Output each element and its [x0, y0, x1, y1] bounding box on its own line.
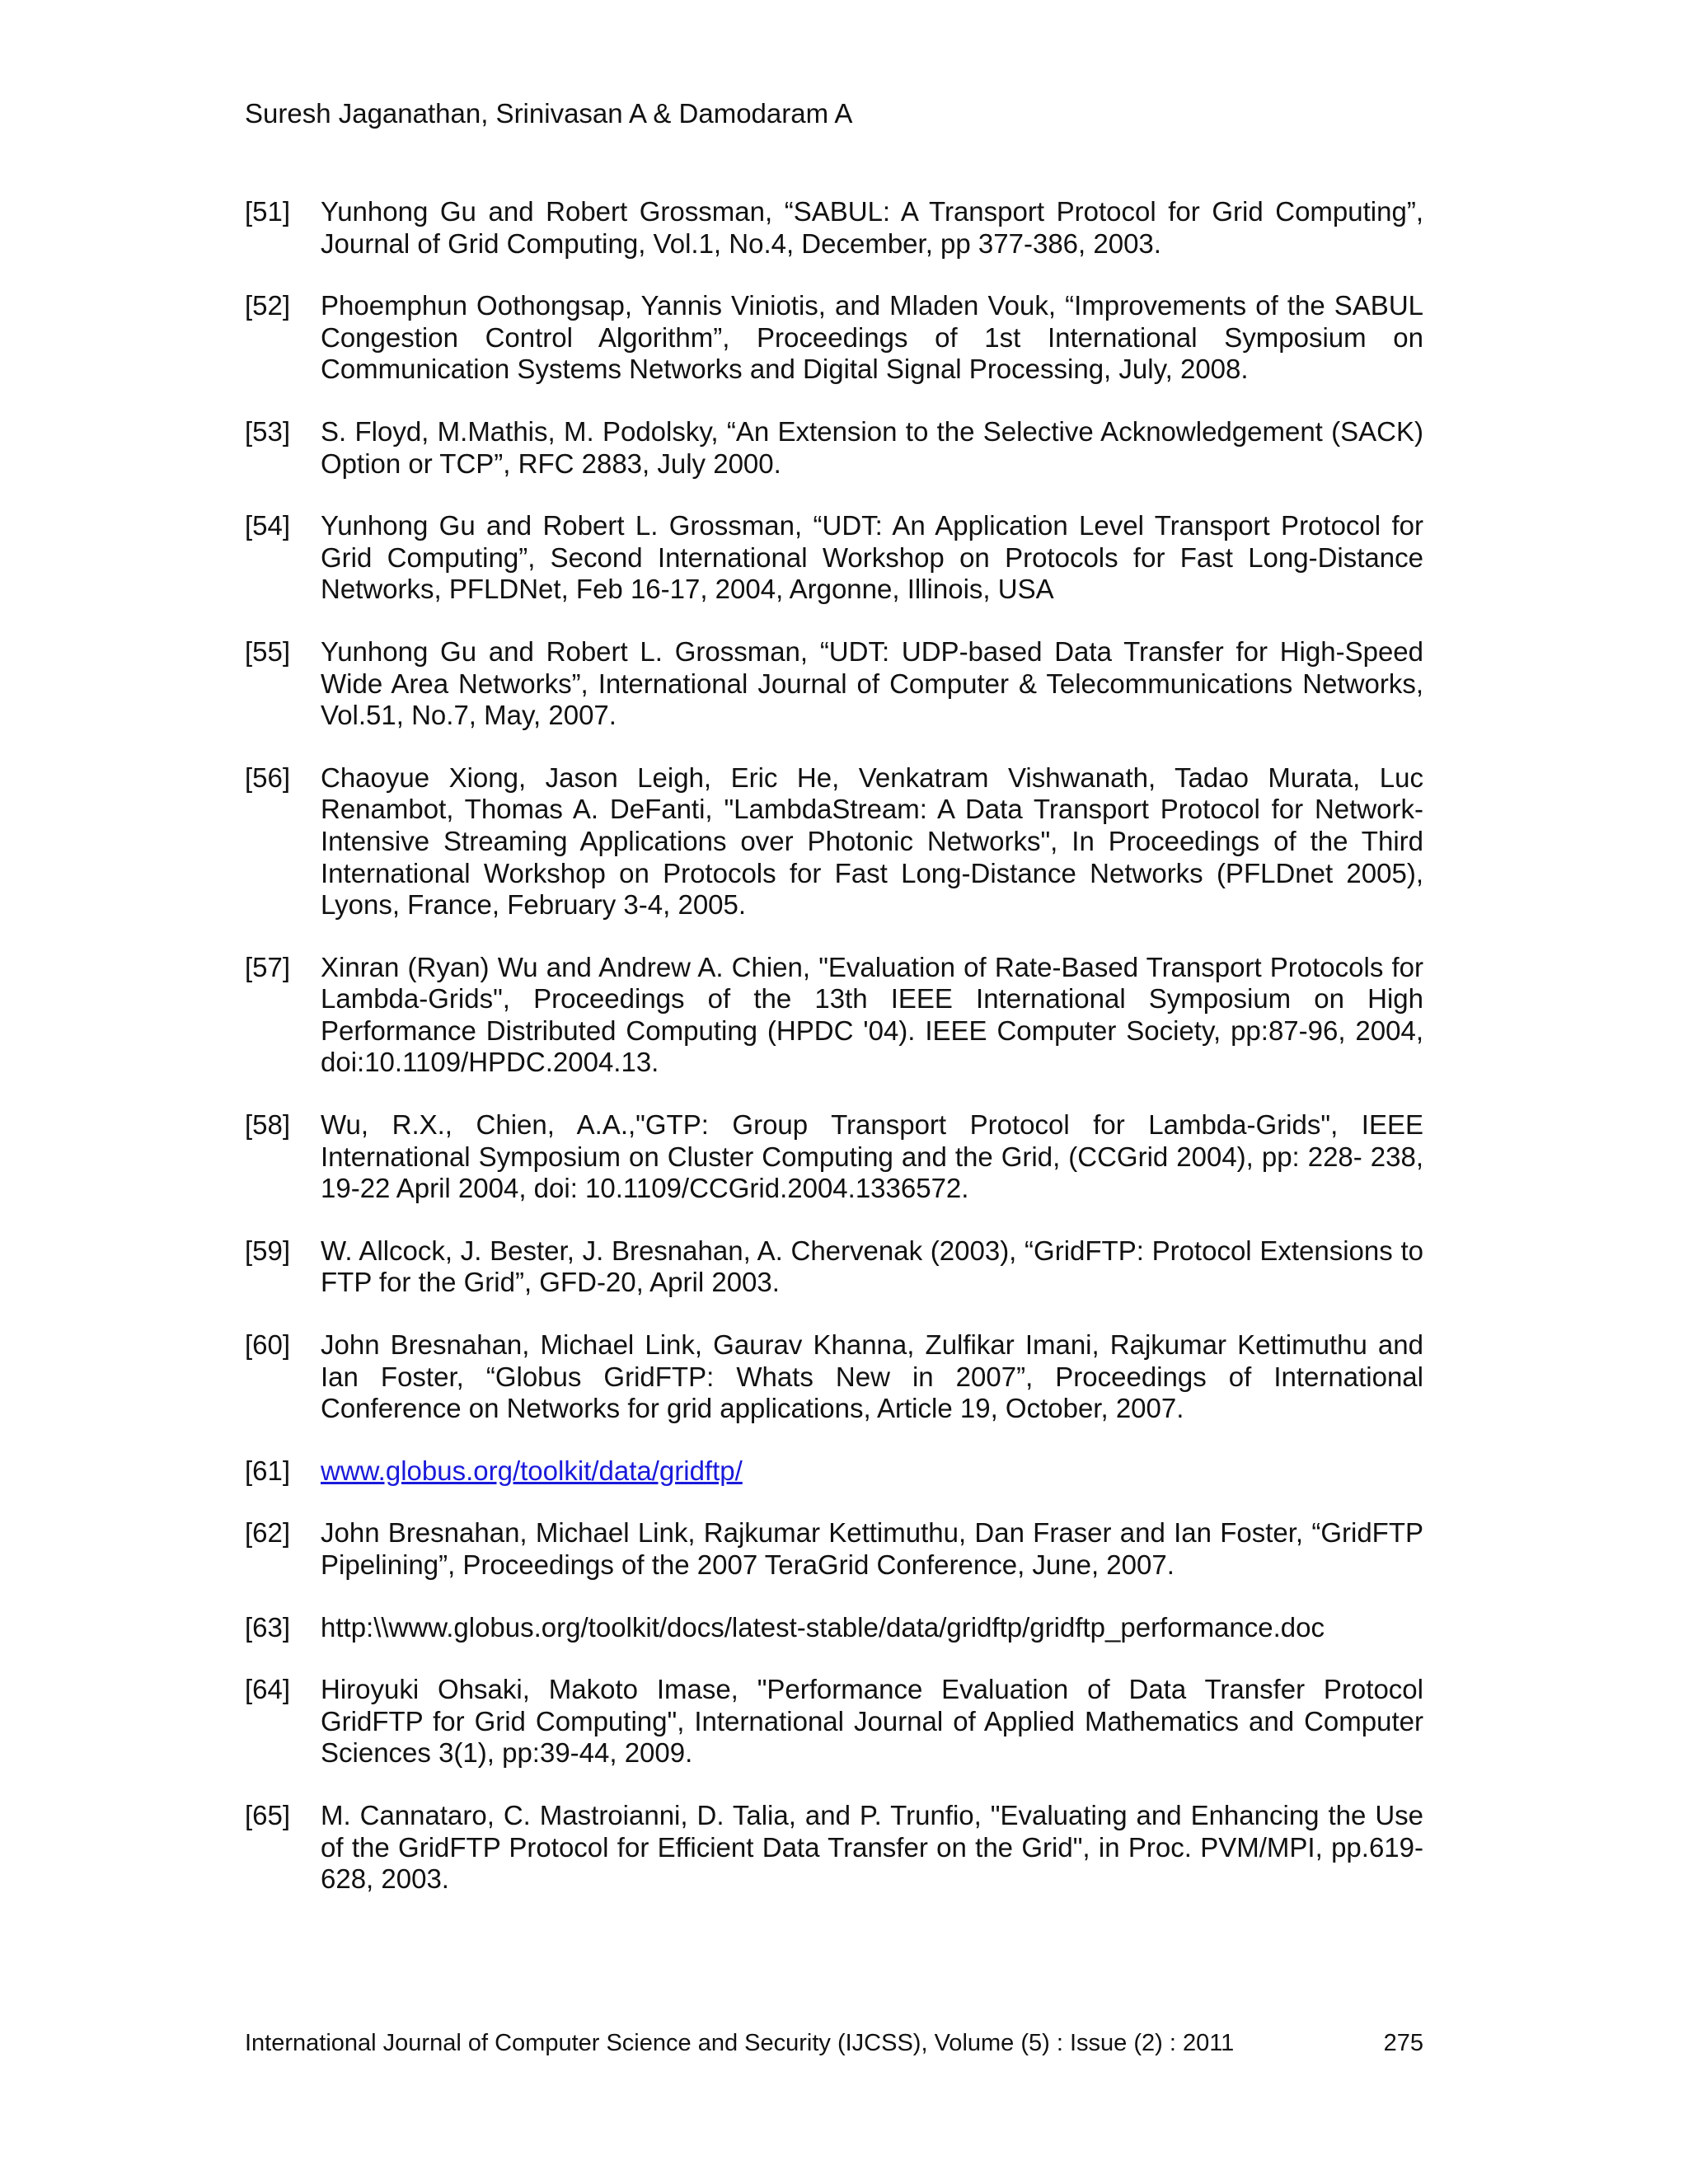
reference-text: http:\\www.globus.org/toolkit/docs/latest-stable/data/gridftp/gridftp_performance.doc [321, 1611, 1325, 1643]
reference-text: Xinran (Ryan) Wu and Andrew A. Chien, "Evaluation of Rate-Based Transport Protocols for Lambda-Grids", Proceedings of the 13th IEEE International Symposium on High Performance Distributed Computing (HPDC '04). IEEE Computer Society, pp:87-96, 2004, doi:10.1109/HPDC.2004.13. [321, 951, 1423, 1078]
reference-text: John Bresnahan, Michael Link, Gaurav Khanna, Zulfikar Imani, Rajkumar Kettimuthu and Ian Foster, “Globus GridFTP: Whats New in 2007”, Proceedings of International Conference on Networks for grid applications, Article 19, October, 2007. [321, 1329, 1423, 1424]
reference-item-60 [245, 1329, 1423, 1425]
reference-number: [56] [245, 762, 291, 793]
reference-item-64 [245, 1674, 1423, 1769]
reference-number: [57] [245, 951, 291, 982]
reference-text: W. Allcock, J. Bester, J. Bresnahan, A. Chervenak (2003), “GridFTP: Protocol Extensions to FTP for the Grid”, GFD-20, April 2003. [321, 1235, 1423, 1298]
reference-number: [51] [245, 196, 291, 227]
footer-journal-citation: International Journal of Computer Science and Security (IJCSS), Volume (5) : Issue (2) : 2011 [245, 2030, 1235, 2056]
reference-text: Yunhong Gu and Robert L. Grossman, “UDT: UDP-based Data Transfer for High-Speed Wide Area Networks”, International Journal of Computer & Telecommunications Networks, Vol.51, No.7, May, 2007. [321, 635, 1423, 731]
reference-number: [60] [245, 1329, 291, 1361]
reference-number: [59] [245, 1235, 291, 1266]
reference-item-54 [245, 510, 1423, 606]
reference-number: [63] [245, 1611, 291, 1643]
reference-item-55 [245, 636, 1423, 732]
reference-text: M. Cannataro, C. Mastroianni, D. Talia, and P. Trunfio, "Evaluating and Enhancing the Use of the GridFTP Protocol for Efficient Data Transfer on the Grid", in Proc. PVM/MPI, pp.619-628, 2003. [321, 1799, 1423, 1895]
reference-item-58 [245, 1109, 1423, 1205]
reference-number: [53] [245, 415, 291, 447]
reference-number: [55] [245, 635, 291, 667]
reference-number: [58] [245, 1109, 291, 1141]
reference-text: Yunhong Gu and Robert Grossman, “SABUL: A Transport Protocol for Grid Computing”, Journal of Grid Computing, Vol.1, No.4, December, pp 377-386, 2003. [321, 196, 1423, 259]
running-header-authors: Suresh Jaganathan, Srinivasan A & Damodaram A [245, 98, 853, 129]
reference-number: [62] [245, 1517, 291, 1549]
reference-text: S. Floyd, M.Mathis, M. Podolsky, “An Extension to the Selective Acknowledgement (SACK) Option or TCP”, RFC 2883, July 2000. [321, 415, 1423, 479]
globus-gridftp-link[interactable]: www.globus.org/toolkit/data/gridftp/ [321, 1455, 743, 1486]
reference-item-63 [245, 1612, 1423, 1644]
reference-number: [54] [245, 510, 291, 541]
reference-item-65 [245, 1800, 1423, 1896]
reference-text: John Bresnahan, Michael Link, Rajkumar Kettimuthu, Dan Fraser and Ian Foster, “GridFTP Pipelining”, Proceedings of the 2007 TeraGrid Conference, June, 2007. [321, 1517, 1423, 1580]
reference-item-59 [245, 1235, 1423, 1299]
reference-text: Wu, R.X., Chien, A.A.,"GTP: Group Transport Protocol for Lambda-Grids", IEEE International Symposium on Cluster Computing and the Grid, (CCGrid 2004), pp: 228- 238, 19-22 April 2004, doi: 10.1109/CCGrid.2004.1336572. [321, 1109, 1423, 1204]
reference-number: [52] [245, 290, 291, 321]
reference-number: [64] [245, 1674, 291, 1705]
reference-item-56 [245, 762, 1423, 921]
reference-item-52 [245, 290, 1423, 386]
reference-text: Yunhong Gu and Robert L. Grossman, “UDT: An Application Level Transport Protocol for Grid Computing”, Second International Workshop on Protocols for Fast Long-Distance Networks, PFLDNet, Feb 16-17, 2004, Argonne, Illinois, USA [321, 510, 1423, 605]
reference-text: Phoemphun Oothongsap, Yannis Viniotis, and Mladen Vouk, “Improvements of the SABUL Congestion Control Algorithm”, Proceedings of 1st International Symposium on Communication Systems Networks and Digital Signal Processing, July, 2008. [321, 290, 1423, 385]
page-number: 275 [1383, 2030, 1423, 2056]
reference-item-57 [245, 952, 1423, 1079]
reference-item-51 [245, 196, 1423, 260]
reference-text: Hiroyuki Ohsaki, Makoto Imase, "Performance Evaluation of Data Transfer Protocol GridFTP for Grid Computing", International Journal of Applied Mathematics and Computer Sciences 3(1), pp:39-44, 2009. [321, 1674, 1423, 1769]
reference-item-61 [245, 1455, 1423, 1488]
reference-item-62 [245, 1517, 1423, 1581]
reference-item-53 [245, 416, 1423, 480]
reference-text [321, 1455, 743, 1486]
reference-text: Chaoyue Xiong, Jason Leigh, Eric He, Venkatram Vishwanath, Tadao Murata, Luc Renambot, Thomas A. DeFanti, "LambdaStream: A Data Transport Protocol for Network-Intensive Streaming Applications over Photonic Networks", In Proceedings of the Third International Workshop on Protocols for Fast Long-Distance Networks (PFLDnet 2005), Lyons, France, February 3-4, 2005. [321, 762, 1423, 921]
reference-list [245, 196, 1423, 1926]
reference-number: [61] [245, 1455, 291, 1486]
reference-number: [65] [245, 1799, 291, 1830]
